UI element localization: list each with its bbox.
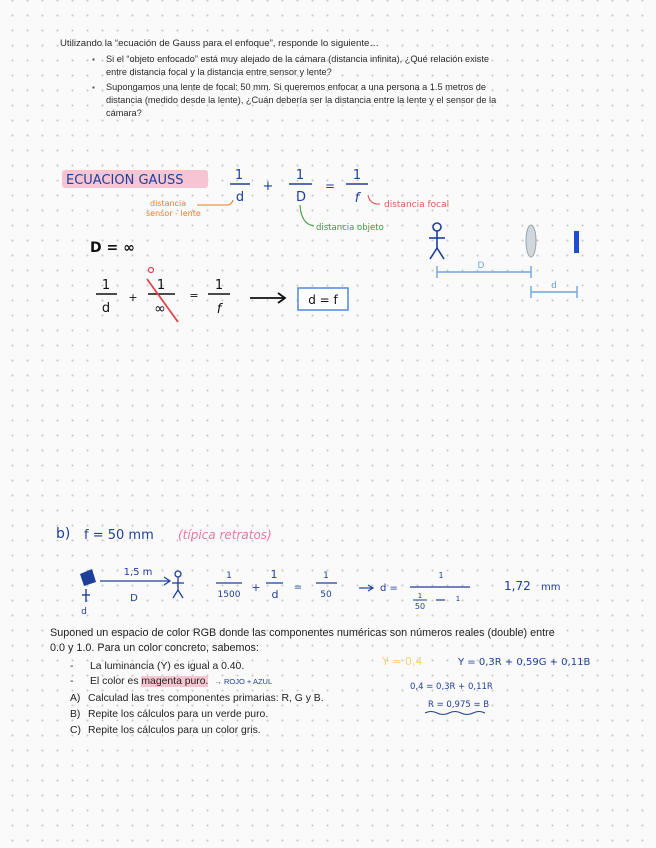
- part-a: [70, 691, 324, 707]
- label-D: distancia objeto: [316, 223, 384, 233]
- eq2-frac-1-num: 1: [101, 278, 111, 293]
- label-f-pointer: [368, 195, 380, 204]
- b-plus: +: [251, 581, 261, 594]
- label-d-line-1: distancia: [150, 199, 187, 208]
- part-a-text: Calculad las tres componentes primarias: R, G y B.: [88, 693, 324, 704]
- part-a-key: A): [70, 693, 81, 704]
- frac-1-denominator: d: [235, 190, 245, 205]
- y-value-note: Y = 0,4: [382, 655, 423, 668]
- eq2-frac-2-num: 1: [156, 278, 166, 293]
- focal-50mm: f = 50 mm: [84, 528, 154, 543]
- person-icon: [172, 571, 184, 598]
- frac-1-numerator: 1: [234, 168, 244, 183]
- part-b-text: Repite los cálculos para un verde puro.: [88, 709, 269, 720]
- eq2-equals: =: [189, 289, 199, 302]
- D-equals-infinity: D = ∞: [90, 240, 135, 256]
- frac-3-numerator: 1: [352, 168, 362, 183]
- eq2-frac-3-den: f: [216, 302, 222, 317]
- luminance-formula: Y = 0,3R + 0,59G + 0,11B: [458, 657, 591, 668]
- eq2-frac-2-den: ∞: [154, 301, 166, 317]
- b-big-frac-num: 1: [438, 571, 444, 580]
- result-d-equals-f: d = f: [308, 293, 338, 307]
- part-b-key: B): [70, 709, 81, 720]
- b-frac-3-den: 50: [320, 590, 332, 600]
- lens-icon: [526, 225, 536, 257]
- tipica-retratos: (típica retratos): [178, 528, 272, 542]
- question-1-line-2: entre distancia focal y la distancia entre sensor y lente?: [106, 67, 332, 77]
- b-small-frac-den: 50: [414, 602, 426, 611]
- b-d-equals: d =: [380, 583, 398, 594]
- plus-sign: +: [262, 179, 274, 194]
- gauss-title: ECUACION GAUSS: [66, 173, 184, 188]
- label-f: distancia focal: [384, 200, 450, 210]
- exercise-2-parts: [70, 691, 324, 739]
- b-small-frac-num: 1: [417, 592, 423, 600]
- b-result: 1,72: [504, 579, 531, 593]
- part-c-key: C): [70, 725, 81, 736]
- part-c-text: Repite los cálculos para un color gris.: [88, 725, 261, 736]
- camera-icon: [80, 569, 96, 617]
- frac-3-denominator: f: [354, 191, 360, 206]
- question-2-line-3: cámara?: [106, 108, 142, 118]
- magenta-highlight: magenta puro.: [141, 676, 209, 687]
- b-frac-2-num: 1: [270, 568, 278, 581]
- label-D-pointer: [300, 205, 314, 226]
- b-frac-3-num: 1: [323, 571, 329, 581]
- exercise-intro: Utilizando la “ecuación de Gauss para el enfoque”, responde lo siguiente…: [60, 38, 379, 49]
- b-frac-2-den: d: [271, 588, 279, 601]
- frac-2-numerator: 1: [295, 168, 305, 183]
- frac-2-denominator: D: [295, 190, 307, 205]
- eq2-plus: +: [128, 291, 138, 304]
- b-frac-1-num: 1: [226, 571, 232, 581]
- question-1-line-1: ▪ Si el “objeto enfocado” está muy alejado de la cámara (distancia infinita), ¿Qué relación existe: [92, 53, 562, 66]
- eq2-frac-1-den: d: [101, 301, 111, 316]
- b-tiny-one: 1: [455, 595, 461, 603]
- label-d-line-2: sensor - lente: [146, 209, 201, 218]
- zero-mark: [149, 268, 154, 273]
- fact-magenta-pre: El color es: [90, 676, 142, 687]
- distance-D-label: D: [130, 593, 138, 604]
- question-2-line-1: ▪ Supongamos una lente de focal: 50 mm. Si queremos enfocar a una persona a 1.5 metros de: [92, 81, 562, 94]
- part-b-label: b): [56, 526, 71, 542]
- question-2-line-2: distancia (medido desde la lente), ¿Cuán debería ser la distancia entre la lente y el sensor de la: [106, 95, 497, 105]
- b-frac-1-den: 1500: [217, 590, 241, 600]
- underline-squiggle: [425, 712, 485, 715]
- eq2-frac-3-num: 1: [214, 278, 224, 293]
- b-result-unit: mm: [541, 582, 561, 593]
- camera-d-label: d: [81, 607, 87, 617]
- stick-figure-icon: [429, 223, 445, 259]
- fact-magenta: [70, 674, 272, 689]
- exercise-2-line-1: Suponed un espacio de color RGB donde las componentes numéricas son números reales (double) entre: [50, 627, 555, 639]
- D-dimension-label: D: [477, 261, 485, 271]
- part-b: [70, 707, 324, 723]
- exercise-2-intro: [50, 626, 615, 656]
- magenta-arrow-note: → ROJO + AZUL: [214, 677, 273, 686]
- equation-step-1: 0,4 = 0,3R + 0,11R: [410, 682, 493, 692]
- b-equals: =: [293, 582, 303, 593]
- equation-step-2: R = 0,975 = B: [428, 700, 490, 710]
- distance-label: 1,5 m: [123, 567, 153, 578]
- d-dimension-label: d: [551, 281, 557, 291]
- sensor-icon: [574, 231, 579, 253]
- exercise-2-line-2: 0.0 y 1.0. Para un color concreto, sabemos:: [50, 642, 259, 654]
- exercise-2-facts: [70, 659, 272, 689]
- part-c: [70, 723, 324, 739]
- fact-luminance: - La luminancia (Y) es igual a 0.40.: [70, 659, 272, 674]
- label-d-pointer: [197, 200, 233, 205]
- equals-sign: =: [324, 179, 336, 193]
